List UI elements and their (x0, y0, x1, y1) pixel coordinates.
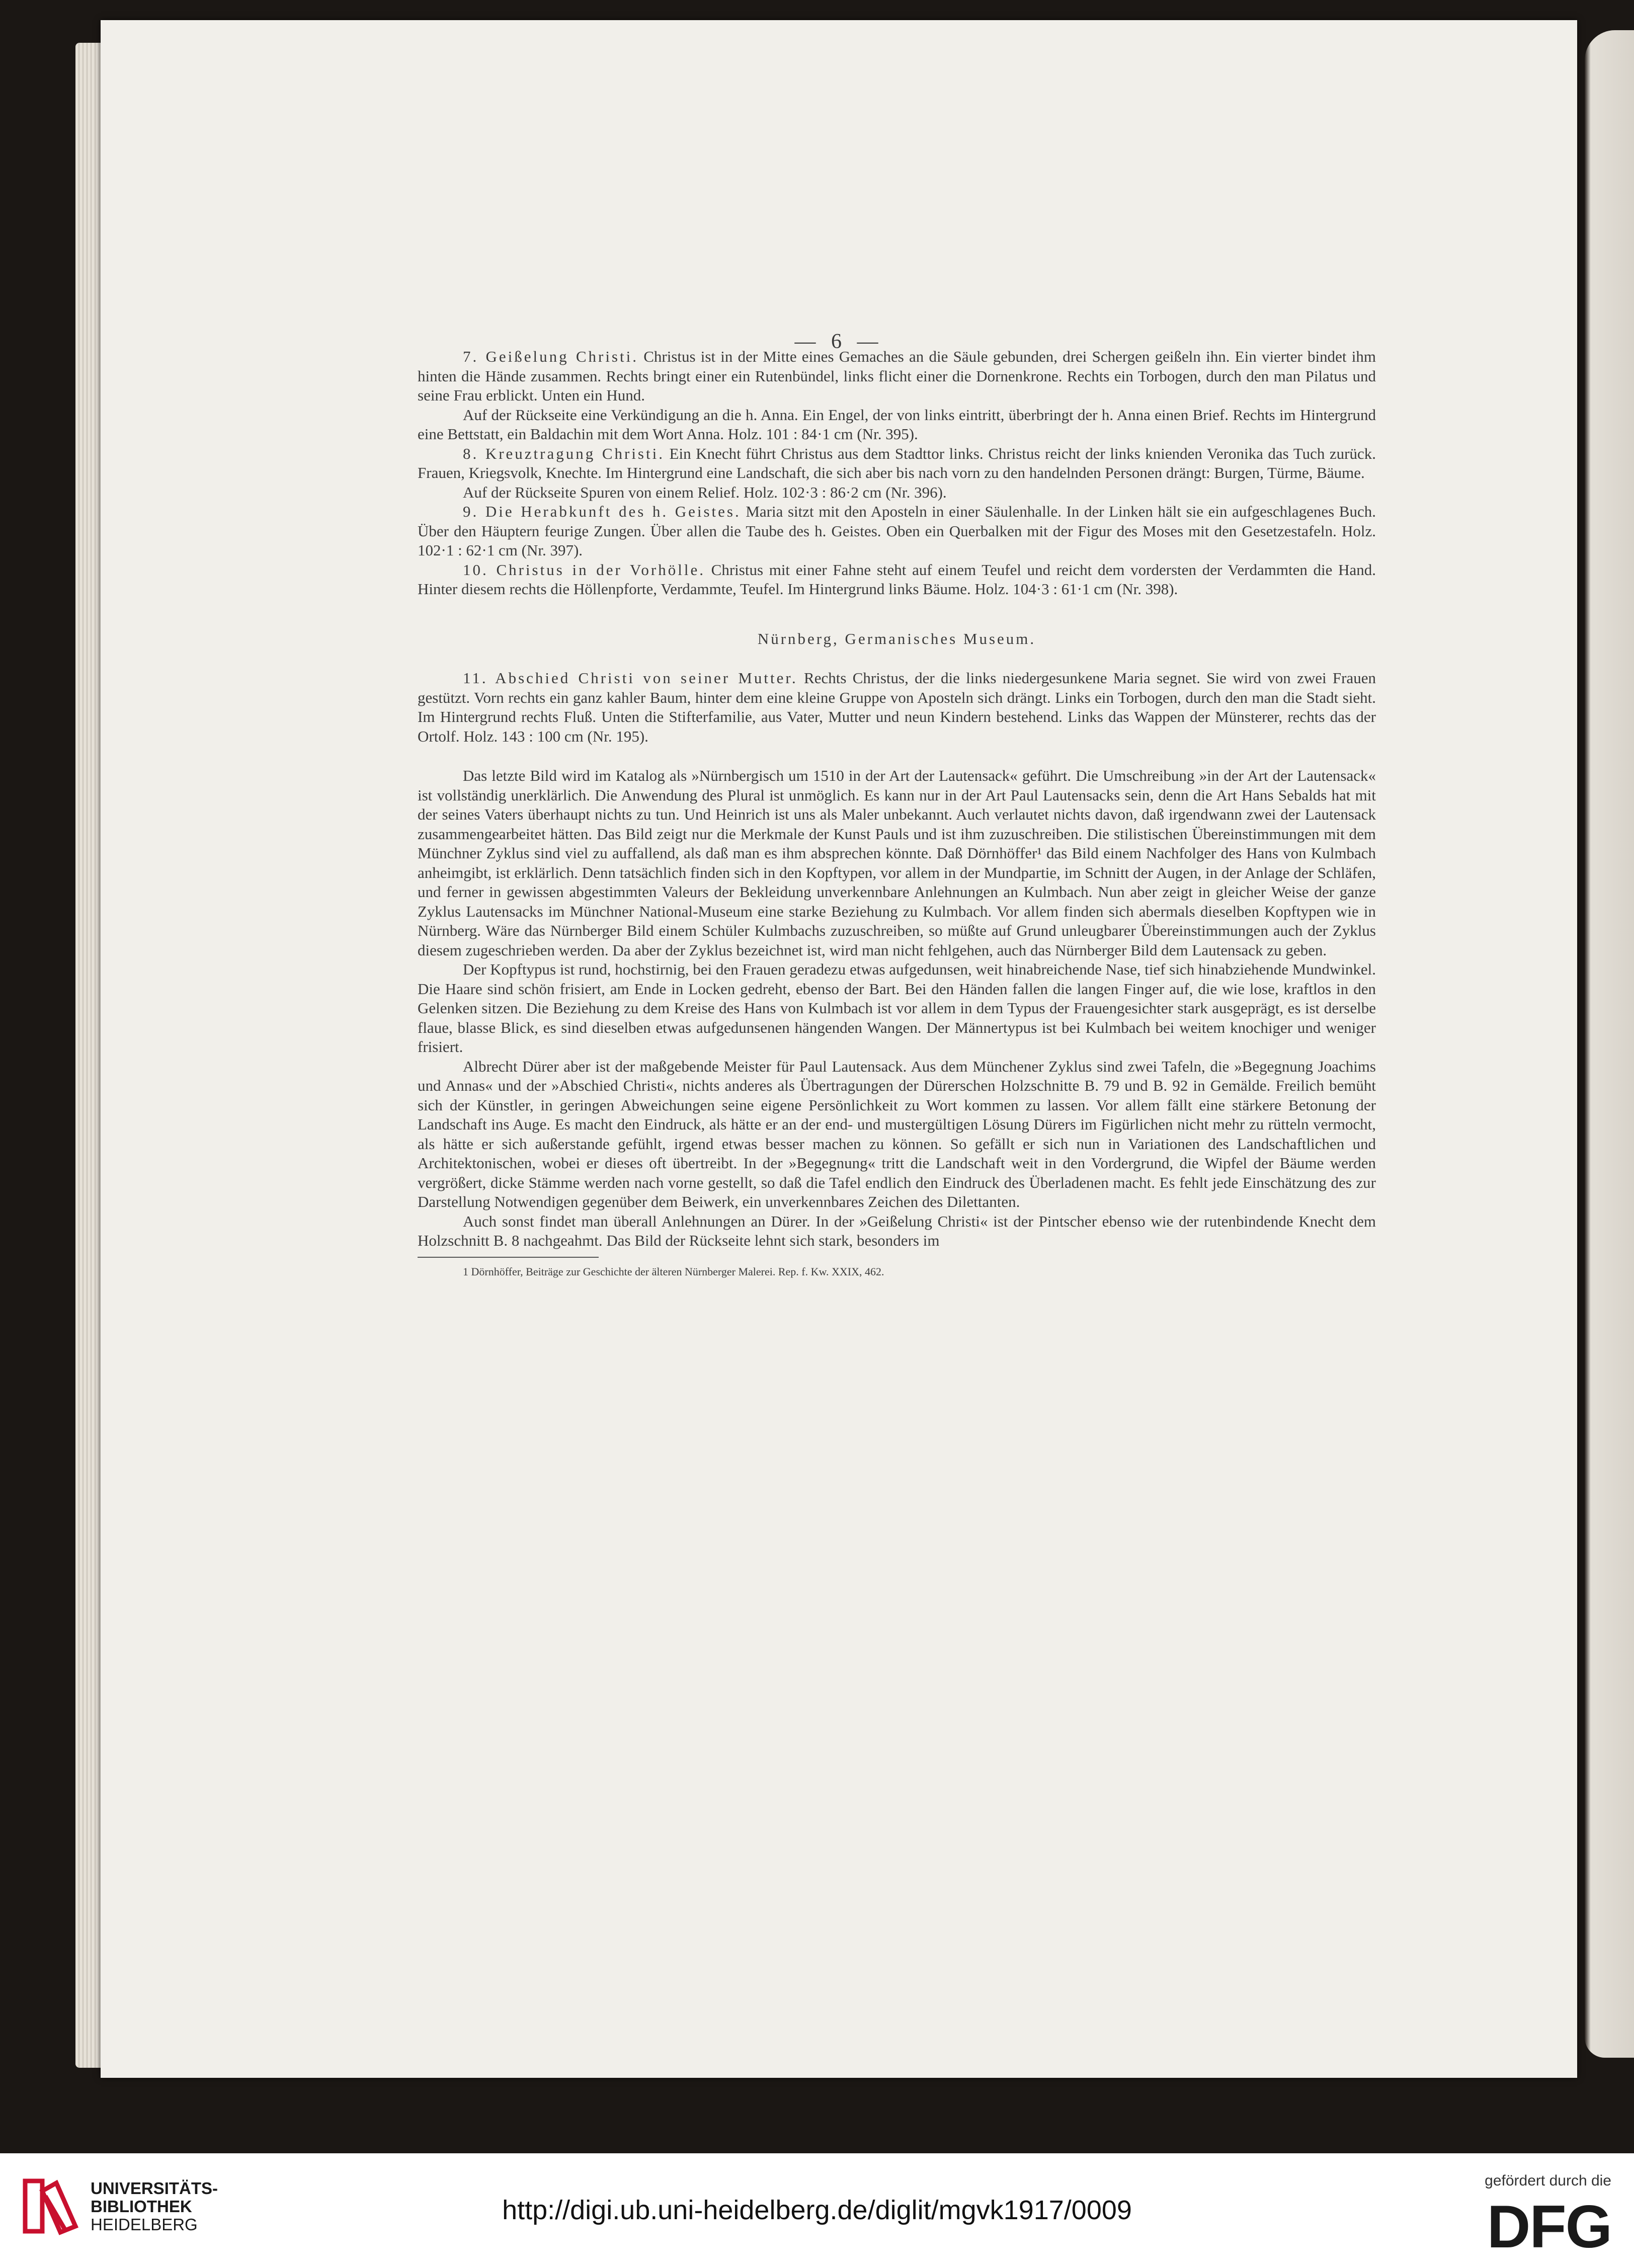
entry-text: Rechts Christus, der die links niedergesunkene Maria segnet. Sie wird von zwei Frauen gestützt. Vorn rechts ein ganz kahler Baum, hinter dem eine kleine Gruppe von Aposteln sich drängt. Links ein Torbogen, durch den man die Stadt sieht. Im Hintergrund rechts Fluß. Unten die Stifterfamilie, aus Vater, Mutter und neun Kindern bestehend. Links das Wappen der Münsterer, rechts das der Ortolf. Holz. 143 : 100 cm (Nr. 195). (418, 669, 1376, 745)
paragraph-7-back (418, 406, 1376, 444)
paragraph-gap (418, 746, 1376, 766)
library-name-line: HEIDELBERG (91, 2215, 198, 2234)
entry-heading: 8. Kreuztragung Christi. (463, 444, 665, 462)
body-paragraph: Albrecht Dürer aber ist der maßgebende Meister für Paul Lautensack. Aus dem Münchener Zyklus sind zwei Tafeln, die »Begegnung Joachims und Annas« und der »Abschied Christi«, nichts anderes als Übertragungen der Dürerschen Holzschnitte B. 79 und B. 92 in Gemälde. Freilich bemüht sich der Künstler, in geringen Abweichungen seine eigene Persönlichkeit zu Wort kommen zu lassen. Vor allem fällt eine stärkere Betonung der Landschaft ins Auge. Es macht den Eindruck, als hätte er an der end- und mustergültigen Lösung Dürers im Figürlichen nicht mehr zu rütteln vermocht, als hätte er sich außerstande gefühlt, irgend etwas besser machen zu können. So gefällt er sich nun in Variationen des Landschaftlichen und Architektonischen, wobei er dieses oft übertreibt. In der »Begegnung« tritt die Landschaft weit in den Vordergrund, die Wipfel der Bäume werden vergrößert, dicke Stämme werden nach vorne gestellt, so daß die Tafel endlich den Eindruck des Überladenen macht. Es fehlt jede Einschätzung des zur Darstellung Notwendigen gegenüber dem Beiwerk, ein unverkennbares Zeichen des Dilettanten. (418, 1057, 1376, 1210)
body-paragraph: Auch sonst findet man überall Anlehnungen an Dürer. In der »Geißelung Christi« ist der Pintscher ebenso wie der rutenbindende Knecht dem Holzschnitt B. 8 nachgeahmt. Das Bild der Rückseite lehnt sich stark, besonders im (418, 1212, 1376, 1249)
entry-heading: 7. Geißelung Christi. (463, 348, 638, 365)
book-right-edge (1585, 30, 1634, 2058)
entry-text: Auf der Rückseite Spuren von einem Relief. Holz. 102·3 : 86·2 cm (Nr. 396). (463, 483, 947, 501)
entry-heading: 10. Christus in der Vorhölle. (463, 560, 705, 579)
footnote: 1 Dörnhöffer, Beiträge zur Geschichte der älteren Nürnberger Malerei. Rep. f. Kw. XXIX, 462. (463, 1265, 884, 1278)
paragraph-8 (418, 444, 1376, 483)
body-paragraph: Der Kopftypus ist rund, hochstirnig, bei den Frauen geradezu etwas aufgedunsen, weit hinabreichende Nase, tief sich hinabziehende Mundwinkel. Die Haare sind schön frisiert, am Ende in Locken gedreht, ebenso der Bart. Bei den Händen fallen die langen Finger auf, die wie lose, kraftlos in den Gelenken sitzen. Die Beziehung zu dem Kreise des Hans von Kulmbach ist vor allem in dem Typus der Frauengesichter stark ausgeprägt, es ist derselbe flaue, blasse Blick, es sind dieselben etwas aufgedunsenen hängenden Wangen. Der Männertypus ist bei Kulmbach bei weitem knochiger und weniger frisiert. (418, 960, 1376, 1056)
page-number: — 6 — (794, 330, 883, 353)
paragraph-7 (418, 347, 1376, 406)
body-paragraph: Das letzte Bild wird im Katalog als »Nürnbergisch um 1510 in der Art der Lautensack« geführt. Die Umschreibung »in der Art der Lautensack« ist vollständig unerklärlich. Die Anwendung des Plural ist unmöglich. Es kann nur in der Art Paul Lautensacks sein, denn die Art Hans Sebalds hat mit der seines Vaters überhaupt nichts zu tun. Und Heinrich ist uns als Maler unbekannt. Auch verlautet nichts davon, daß irgendwann zwei der Lautensack zusammengearbeitet hätten. Das Bild zeigt nur die Merkmale der Kunst Pauls und ist ihm zuzuschreiben. Die stilistischen Übereinstimmungen mit dem Münchner Zyklus sind viel zu auffallend, als daß man es ihm absprechen könnte. Daß Dörnhöffer¹ das Bild einem Nachfolger des Hans von Kulmbach anheimgibt, ist erklärlich. Denn tatsächlich finden sich in den Kopftypen, vor allem in der Mundpartie, im Schnitt der Augen, in der Anlage der Schläfen, und ferner in gewissen abgestimmten Valeurs der Bekleidung unverkennbare Anlehnungen an Kulmbach. Nun aber zeigt in gleicher Weise der ganze Zyklus Lautensacks im Münchner National-Museum eine starke Beziehung zu Kulmbach. Vor allem finden sich abermals dieselben Kopftypen wie in Nürnberg. Wäre das Nürnberger Bild einem Schüler Kulmbachs zuzuschreiben, so müßte auf Grund unleugbarer Übereinstimmungen auch der Zyklus diesem zugeschrieben werden. Da aber der Zyklus bezeichnet ist, wird man nicht fehlgehen, auch das Nürnberger Bild dem Lautensack zu geben. (418, 767, 1376, 959)
funder-label: gefördert durch die (1485, 2172, 1611, 2189)
section-heading: Nürnberg, Germanisches Museum. (757, 629, 1036, 647)
paragraph-9 (418, 502, 1376, 560)
page-text (418, 347, 1376, 1279)
entry-heading: 9. Die Herabkunft des h. Geistes. (463, 503, 741, 520)
entry-text: Ein Knecht führt Christus aus dem Stadttor links. Christus reicht der links knienden Veronika das Tuch zurück. Frauen, Kriegsvolk, Knechte. Im Hintergrund eine Landschaft, die sich aber bis nach vorn zu den handelnden Personen drängt: Burgen, Türme, Bäume. (418, 444, 1376, 481)
dfg-logo[interactable]: DFG (1487, 2193, 1611, 2260)
footnote-rule (418, 1257, 599, 1258)
entry-text: Christus mit einer Fahne steht auf einem Teufel und reicht dem vordersten der Verdammten die Hand. Hinter diesem rechts die Höllenpforte, Verdammte, Teufel. Im Hintergrund links Bäume. Holz. 104·3 : 61·1 cm (Nr. 398). (418, 560, 1376, 598)
library-name-line: BIBLIOTHEK (91, 2197, 192, 2216)
entry-text: Christus ist in der Mitte eines Gemaches an die Säule gebunden, drei Schergen geißeln ihn. Ein vierter bindet ihm hinten die Hände zusammen. Rechts bringt einer ein Rutenbündel, links flicht einer die Dornenkrone. Rechts ein Torbogen, durch den man Pilatus und seine Frau erblickt. Unten ein Hund. (418, 348, 1376, 404)
entry-heading: 11. Abschied Christi von seiner Mutter. (463, 669, 798, 687)
entry-text: Maria sitzt mit den Aposteln in einer Säulenhalle. In der Linken hält sie ein aufgeschlagenes Buch. Über den Häuptern feurige Zungen. Über allen die Taube des h. Geistes. Oben ein Querbalken mit der Figur des Moses mit den Gesetzestafeln. Holz. 102·1 : 62·1 cm (Nr. 397). (418, 503, 1376, 559)
entry-text: Auf der Rückseite eine Verkündigung an die h. Anna. Ein Engel, der von links eintritt, überbringt der h. Anna einen Brief. Rechts im Hintergrund eine Bettstatt, ein Baldachin mit dem Wort Anna. Holz. 101 : 84·1 cm (Nr. 395). (418, 406, 1376, 443)
paragraph-11 (418, 669, 1376, 746)
library-name-line: UNIVERSITÄTS- (91, 2179, 218, 2198)
document-url-link[interactable]: http://digi.ub.uni-heidelberg.de/diglit/mgvk1917/0009 (502, 2195, 1132, 2225)
paragraph-8-back (418, 483, 1376, 503)
paragraph-10 (418, 560, 1376, 599)
